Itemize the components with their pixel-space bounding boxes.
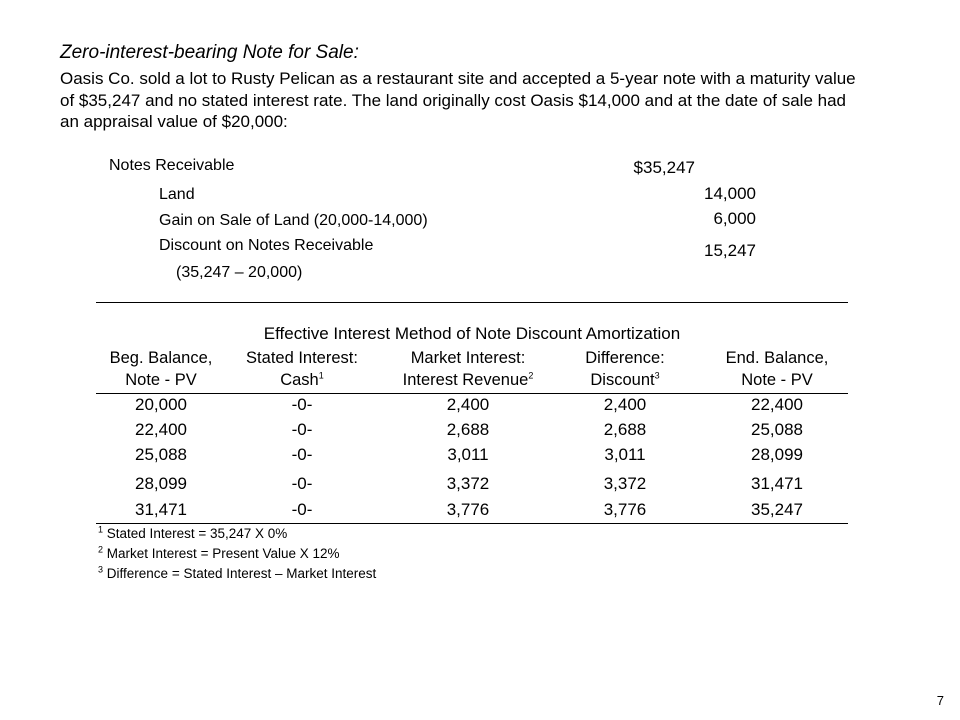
table-cell: 25,088: [135, 445, 187, 464]
column-header-market-interest: [378, 347, 558, 391]
table-cell: 3,776: [603, 500, 647, 519]
column-header-line1: Difference:: [585, 349, 665, 367]
table-cell: 25,088: [751, 420, 803, 439]
column-header-line1: Stated Interest:: [246, 349, 358, 367]
table-cell: 2,400: [603, 395, 647, 414]
bottom-divider: [96, 523, 848, 524]
footnote-1: [98, 526, 287, 541]
credit-account-land: Land: [159, 186, 195, 203]
table-cell: 2,688: [603, 420, 647, 439]
footnote-mark: 1: [98, 524, 104, 535]
credit-account-gain: Gain on Sale of Land (20,000-14,000): [159, 212, 428, 229]
table-cell: 2,400: [446, 395, 490, 414]
discount-calculation: (35,247 – 20,000): [176, 264, 303, 281]
table-cell: -0-: [291, 420, 313, 439]
footnote-ref: 1: [318, 370, 324, 381]
debit-account: Notes Receivable: [109, 157, 235, 174]
credit-amount-discount: 15,247: [704, 241, 756, 260]
column-header-beg-balance: [96, 347, 226, 391]
page-number: 7: [936, 693, 944, 708]
top-divider: [96, 302, 848, 303]
table-cell: 3,372: [603, 474, 647, 493]
footnote-ref: 2: [528, 370, 534, 381]
table-cell: 22,400: [135, 420, 187, 439]
table-cell: -0-: [291, 395, 313, 414]
column-header-end-balance: [712, 347, 842, 391]
column-header-difference: [560, 347, 690, 391]
table-cell: 22,400: [751, 395, 803, 414]
column-header-line1: Market Interest:: [410, 349, 526, 367]
table-cell: 20,000: [135, 395, 187, 414]
credit-account-discount: Discount on Notes Receivable: [159, 237, 374, 254]
table-cell: 3,372: [446, 474, 490, 493]
column-header-stated-interest: [236, 347, 368, 391]
column-header-line2: Cash: [280, 371, 319, 389]
table-cell: 2,688: [446, 420, 490, 439]
footnote-mark: 2: [98, 544, 104, 555]
footnote-2: [98, 546, 340, 561]
intro-paragraph: Oasis Co. sold a lot to Rusty Pelican as a restaurant site and accepted a 5-year note with a maturity value of $35,247 and no stated interest rate. The land originally cost Oasis $14,000 and at the date of sale had an appraisal value of $20,000:: [60, 69, 856, 131]
credit-amount-gain: 6,000: [713, 209, 756, 228]
table-cell: -0-: [291, 445, 313, 464]
footnote-mark: 3: [98, 564, 104, 575]
debit-amount: $35,247: [633, 158, 695, 177]
table-cell: 3,776: [446, 500, 490, 519]
table-cell: -0-: [291, 500, 313, 519]
table-cell: 28,099: [751, 445, 803, 464]
table-cell: 3,011: [447, 445, 489, 464]
table-cell: 31,471: [751, 474, 803, 493]
footnote-text: Difference = Stated Interest – Market Interest: [106, 566, 377, 581]
column-header-line2: Interest Revenue: [402, 371, 529, 389]
credit-amount-land: 14,000: [704, 184, 756, 203]
table-cell: -0-: [291, 474, 313, 493]
column-header-line2: Note - PV: [125, 371, 197, 389]
table-cell: 31,471: [135, 500, 187, 519]
footnote-text: Market Interest = Present Value X 12%: [106, 546, 340, 561]
column-header-line1: End. Balance,: [725, 349, 829, 367]
table-cell: 28,099: [135, 474, 187, 493]
column-header-line1: Beg. Balance,: [109, 349, 213, 367]
table-cell: 35,247: [751, 500, 803, 519]
column-header-line2: Note - PV: [741, 371, 813, 389]
slide-title: Zero-interest-bearing Note for Sale:: [60, 42, 359, 63]
header-divider: [96, 393, 848, 394]
footnote-text: Stated Interest = 35,247 X 0%: [106, 526, 288, 541]
footnote-3: [98, 566, 376, 581]
footnote-ref: 3: [654, 370, 660, 381]
table-title: Effective Interest Method of Note Discount Amortization: [263, 324, 681, 343]
column-header-line2: Discount: [590, 371, 655, 389]
table-cell: 3,011: [604, 445, 646, 464]
